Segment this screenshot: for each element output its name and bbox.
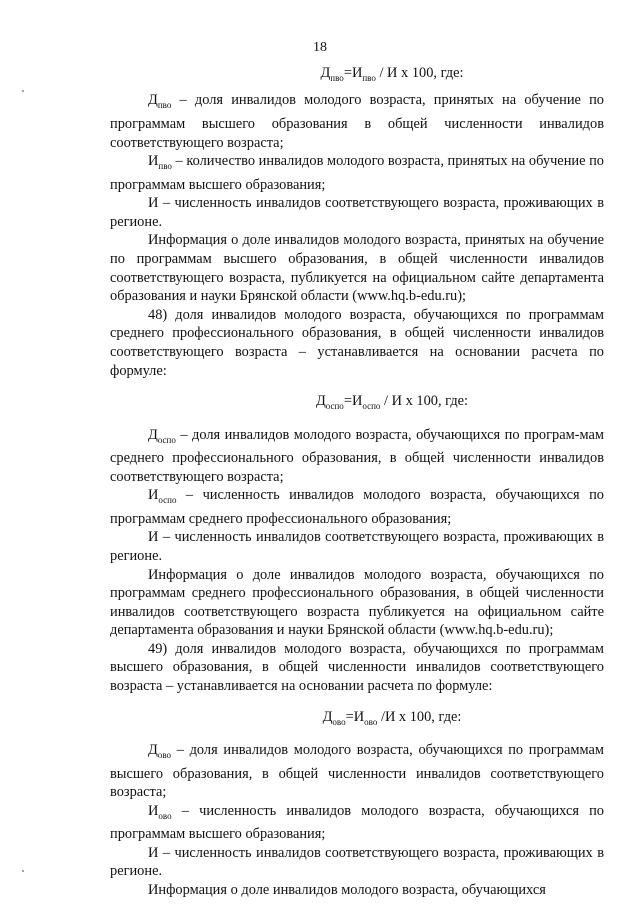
symbol: $Д_{пво}$ — [148, 92, 172, 111]
page-content — [110, 58, 604, 900]
formula-eq: = — [343, 65, 352, 81]
scan-speck — [22, 870, 24, 872]
formula-rhs: И — [351, 393, 363, 410]
definition-dospo — [110, 426, 604, 487]
formula-rhs-sub: оспо — [362, 401, 381, 411]
definition-text: – доля инвалидов молодого возраста, обучающихся по программам высшего образования, в общей численности инвалидов соответствующего возраста; — [110, 742, 604, 801]
formula-rest: / И х 100, где: — [375, 65, 464, 81]
definition-iospo — [110, 486, 604, 528]
info-paragraph: Информация о доле инвалидов молодого возраста, обучающихся по программам среднего профессионального образования, в общей численности инвалидов соответствующего возраста публикуется на официальном сайте департамента образования и науки Брянской области (www.hq.b-edu.ru); — [110, 566, 604, 639]
info-paragraph: Информация о доле инвалидов молодого возраста, принятых на обучение по программам высшего образования, в общей численности инвалидов соответствующего возраста, публикуется на официальном сайте департамента образования и науки Брянской области (www.hq.b-edu.ru); — [110, 232, 604, 305]
definition-text: – количество инвалидов молодого возраста, принятых на обучение по программам высшего образования; — [110, 153, 604, 193]
definition-text: – численность инвалидов молодого возраста, обучающихся по программам высшего образования; — [110, 802, 604, 843]
scan-speck — [22, 90, 24, 92]
symbol: $Д_{ово}$ — [148, 742, 172, 760]
formula-rhs-sub: пво — [362, 72, 376, 83]
definition-text: – доля инвалидов молодого возраста, обучающихся по програм-мам среднего профессионального образования, в общей численности инвалидов соответствующего возраста; — [110, 426, 604, 485]
symbol: $И_{оспо}$ — [148, 487, 177, 506]
formula-lhs: Д — [315, 393, 326, 410]
formula-lhs: Д — [322, 708, 333, 725]
formula-rest: /И х 100, где: — [377, 708, 462, 725]
formula-rest: / И х 100, где: — [380, 393, 469, 410]
formula-rhs-sub: ово — [364, 716, 378, 727]
formula-eq: = — [343, 393, 352, 410]
formula-dpvo — [180, 64, 604, 87]
formula-lhs-sub: ово — [332, 716, 346, 727]
definition-iovo — [110, 802, 604, 844]
symbol: $Д_{оспо}$ — [148, 426, 176, 445]
symbol: $И_{ово}$ — [148, 802, 172, 821]
formula-eq: = — [345, 708, 354, 725]
definition-i: И – численность инвалидов соответствующего возраста, проживающих в регионе. — [110, 844, 604, 880]
definition-i: И – численность инвалидов соответствующего возраста, проживающих в регионе. — [110, 529, 604, 564]
symbol: $И_{пво}$ — [148, 153, 172, 171]
formula-rhs: И — [351, 65, 363, 81]
item-48: 48) доля инвалидов молодого возраста, обучающихся по программам среднего профессионального образования, в общей численности инвалидов соответствующего возраста – устанавливается на основании расчета по формуле: — [110, 306, 604, 379]
formula-dovo — [180, 708, 604, 731]
formula-dospo — [180, 392, 604, 415]
definition-dpvo — [110, 91, 604, 152]
formula-lhs-sub: пво — [330, 72, 344, 83]
formula-lhs-sub: оспо — [325, 401, 344, 411]
formula-rhs: И — [353, 708, 365, 725]
definition-ipvo — [110, 152, 604, 194]
page-number: 18 — [313, 40, 327, 55]
formula-lhs: Д — [320, 65, 331, 81]
definition-text: – численность инвалидов молодого возраста, обучающихся по программам среднего профессионального образования; — [110, 487, 604, 527]
definition-dovo — [110, 741, 604, 802]
definition-i: И – численность инвалидов соответствующего возраста, проживающих в регионе. — [110, 195, 604, 230]
info-paragraph: Информация о доле инвалидов молодого возраста, обучающихся — [148, 882, 546, 899]
definition-text: – доля инвалидов молодого возраста, принятых на обучение по программам высшего образования в общей численности инвалидов соответствующего возраста; — [110, 92, 604, 151]
item-49: 49) доля инвалидов молодого возраста, обучающихся по программам высшего образования, в общей численности инвалидов соответствующего возраста – устанавливается на основании расчета по формуле: — [110, 640, 604, 695]
